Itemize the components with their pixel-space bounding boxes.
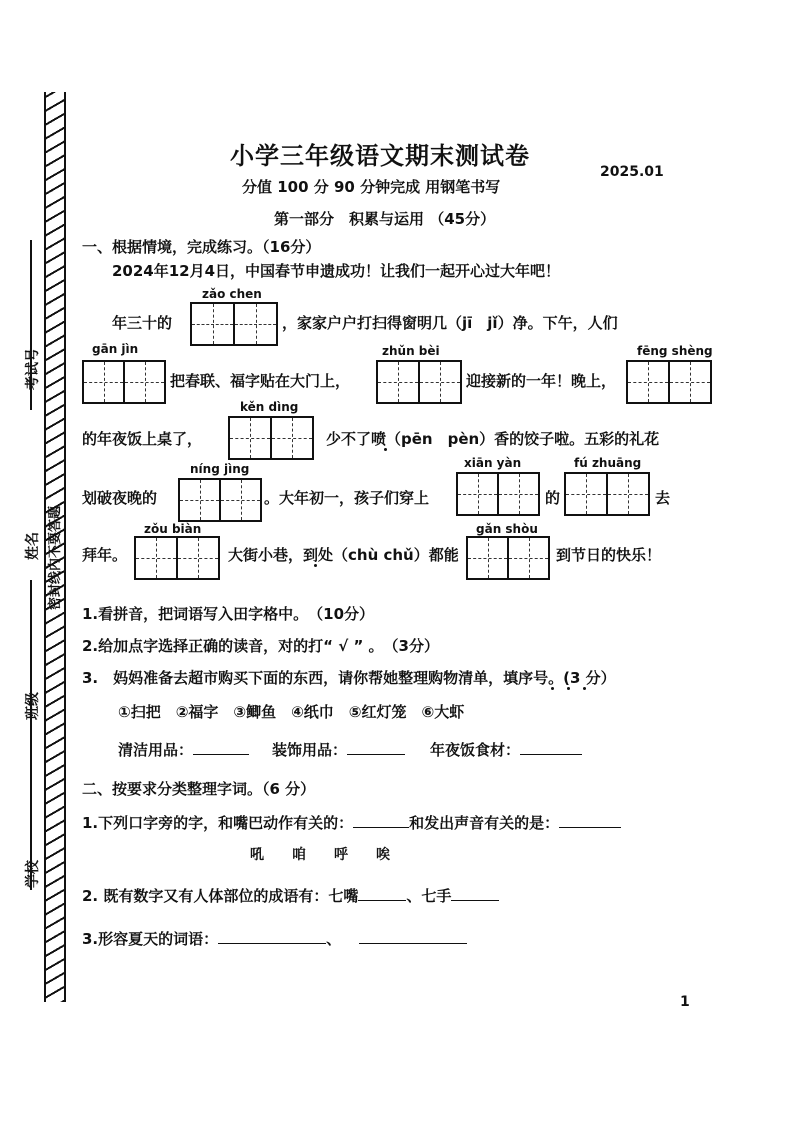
question-2-2 xyxy=(82,884,499,906)
part1-heading: 第一部分 积累与运用 （45分） xyxy=(274,210,496,228)
tianzige-7[interactable] xyxy=(456,472,540,516)
sound-blank[interactable] xyxy=(559,811,621,828)
tianzige-5[interactable] xyxy=(228,416,314,460)
category-cleaning-label: 清洁用品： xyxy=(118,741,194,759)
text-1a: 年三十的 xyxy=(112,314,173,332)
tianzige-3[interactable] xyxy=(376,360,462,404)
decoration-answer-blank[interactable] xyxy=(347,738,405,755)
tianzige-6[interactable] xyxy=(178,478,262,522)
school-label: 学校 xyxy=(25,860,41,888)
emphasis-dot-pen xyxy=(384,448,387,451)
question-2-2-text-b: 、七手 xyxy=(406,887,452,905)
question-2-1-text-a: 1.下列口字旁的字，和嘴巴动作有关的： xyxy=(82,814,354,832)
page-title: 小学三年级语文期末测试卷 xyxy=(230,142,530,170)
pinyin-3: zhǔn bèi xyxy=(382,344,440,358)
exam-info: 分值 100 分 90 分钟完成 用钢笔书写 xyxy=(242,178,501,196)
text-2a: 把春联、福字贴在大门上， xyxy=(170,372,351,390)
cleaning-answer-blank[interactable] xyxy=(193,738,249,755)
idiom-blank-2[interactable] xyxy=(451,884,499,901)
tianzige-10[interactable] xyxy=(466,536,550,580)
section2-heading: 二、按要求分类整理字词。（6 分） xyxy=(82,780,316,798)
exam-no-label: 考试号 xyxy=(25,348,41,390)
question-1-2: 2.给加点字选择正确的读音，对的打“ √ ” 。 （3分） xyxy=(82,637,439,655)
text-4a: 划破夜晚的 xyxy=(82,489,158,507)
category-decoration-label: 装饰用品： xyxy=(272,741,348,759)
idiom-blank-1[interactable] xyxy=(358,884,406,901)
pinyin-5: kěn dìng xyxy=(240,400,299,414)
pinyin-2: gān jìn xyxy=(92,342,139,356)
emphasis-dot-chu xyxy=(314,564,317,567)
question-1-1: 1.看拼音，把词语写入田字格中。 （10分） xyxy=(82,605,375,623)
tianzige-2[interactable] xyxy=(82,360,166,404)
name-label: 姓名 xyxy=(25,532,41,560)
question-1-3: 3. 妈妈准备去超市购买下面的东西，请你帮她整理购物清单，填序号。(3 分） xyxy=(82,669,616,687)
question-2-1 xyxy=(82,811,621,833)
pinyin-8: fú zhuāng xyxy=(574,456,642,470)
text-5c: 到节日的快乐！ xyxy=(556,546,662,564)
exam-date: 2025.01 xyxy=(600,164,664,180)
category-decoration xyxy=(272,738,405,760)
pinyin-4: fēng shèng xyxy=(637,344,713,358)
tianzige-1[interactable] xyxy=(190,302,278,346)
question-2-3-text: 3.形容夏天的词语： xyxy=(82,930,219,948)
page-number: 1 xyxy=(680,994,690,1010)
summer-word-blank-1[interactable] xyxy=(218,927,326,944)
emphasis-dot-tian xyxy=(551,687,554,690)
question-2-3 xyxy=(82,927,467,949)
mouth-action-blank[interactable] xyxy=(353,811,409,828)
text-2b: 迎接新的一年！晚上， xyxy=(466,372,617,390)
pinyin-6: níng jìng xyxy=(190,462,250,476)
shopping-items: ①扫把 ②福字 ③鲫鱼 ④纸巾 ⑤红灯笼 ⑥大虾 xyxy=(118,703,465,721)
category-cleaning xyxy=(118,738,249,760)
pinyin-9: zǒu biàn xyxy=(144,522,202,536)
pinyin-10: gǎn shòu xyxy=(476,522,538,536)
char-options: 吼 咱 呼 唉 xyxy=(250,847,390,863)
seal-notice: 密封线内不要答题 xyxy=(48,505,63,610)
category-food xyxy=(430,738,582,760)
question-2-3-sep: 、 xyxy=(326,930,342,948)
emphasis-dot-xu xyxy=(567,687,570,690)
text-5a: 拜年。 xyxy=(82,546,128,564)
summer-word-blank-2[interactable] xyxy=(359,927,467,944)
text-3b: 少不了喷（pēn pèn）香的饺子啦。五彩的礼花 xyxy=(326,430,660,448)
text-4c: 的 xyxy=(545,489,561,507)
text-4d: 去 xyxy=(655,489,671,507)
class-line xyxy=(30,580,32,750)
food-answer-blank[interactable] xyxy=(520,738,582,755)
class-label: 班级 xyxy=(25,692,41,720)
pinyin-1: zǎo chen xyxy=(202,287,262,301)
section1-intro: 2024年12月4日，中国春节申遗成功！让我们一起开心过大年吧！ xyxy=(112,262,561,280)
question-2-1-text-b: 和发出声音有关的是： xyxy=(409,814,560,832)
text-3a: 的年夜饭上桌了， xyxy=(82,430,203,448)
text-4b: 。大年初一，孩子们穿上 xyxy=(264,489,430,507)
category-food-label: 年夜饭食材： xyxy=(430,741,521,759)
tianzige-8[interactable] xyxy=(564,472,650,516)
text-1b: ，家家户户打扫得窗明几（jī jǐ）净。下午，人们 xyxy=(282,314,618,332)
text-5b: 大街小巷，到处（chù chǔ）都能 xyxy=(228,546,459,564)
section1-heading: 一、根据情境，完成练习。（16分） xyxy=(82,238,321,256)
emphasis-dot-hao xyxy=(583,687,586,690)
pinyin-7: xiān yàn xyxy=(464,456,522,470)
tianzige-9[interactable] xyxy=(134,536,220,580)
tianzige-4[interactable] xyxy=(626,360,712,404)
question-2-2-text-a: 2. 既有数字又有人体部位的成语有：七嘴 xyxy=(82,887,359,905)
